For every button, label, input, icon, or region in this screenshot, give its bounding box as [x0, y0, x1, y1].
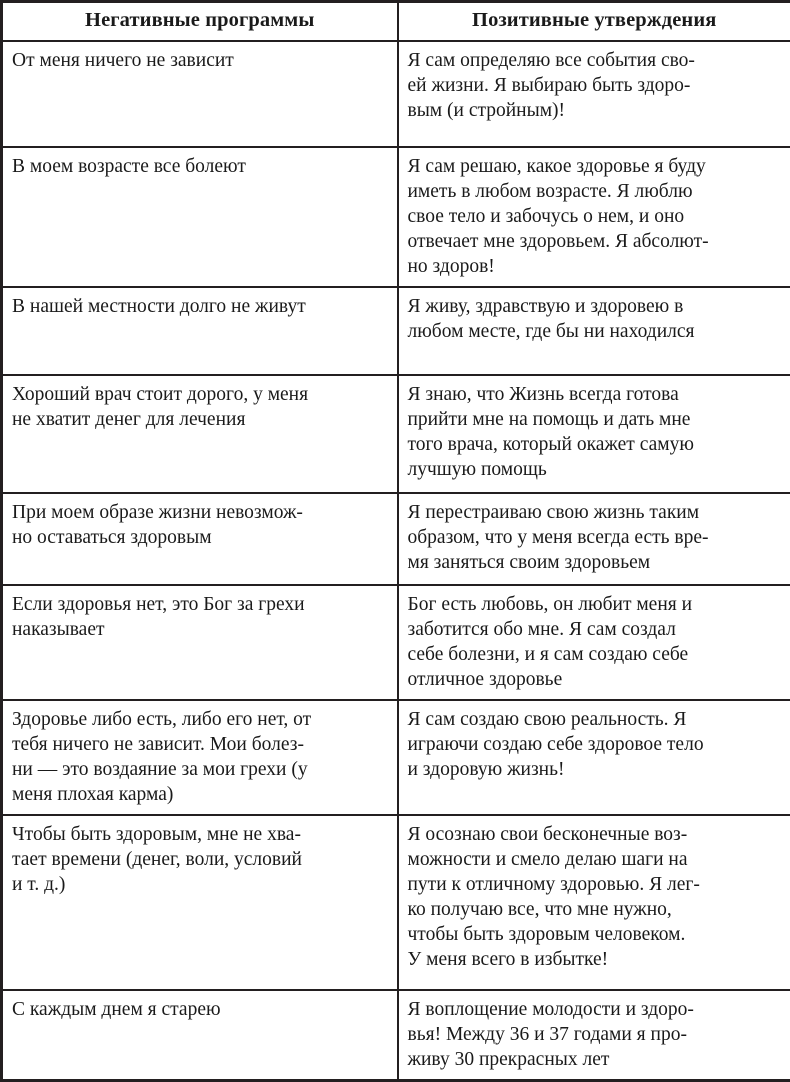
- positive-affirmation-cell: [398, 990, 790, 1081]
- text-line: С каждым днем я старею: [12, 999, 221, 1021]
- positive-affirmation-text: [408, 500, 782, 575]
- text-line: В моем возрасте все болеют: [12, 155, 246, 177]
- text-line: Бог есть любовь, он любит меня и: [407, 593, 693, 615]
- table-row: [2, 375, 790, 493]
- text-line: мя заняться своим здоровьем: [407, 551, 651, 573]
- text-line: Я знаю, что Жизнь всегда готова: [407, 383, 679, 405]
- table-header-row: [2, 2, 790, 41]
- positive-affirmation-text: [408, 822, 782, 972]
- negative-program-cell: [2, 147, 398, 287]
- text-line: У меня всего в избытке!: [407, 949, 609, 971]
- positive-affirmation-cell: [398, 585, 790, 700]
- table-row: [2, 585, 790, 700]
- positive-affirmation-text: [408, 707, 782, 782]
- text-line: не хватит денег для лечения: [12, 408, 246, 430]
- text-line: заботится обо мне. Я сам создал: [407, 618, 676, 640]
- text-line: Здоровье либо есть, либо его нет, от: [12, 708, 312, 730]
- table-body: [2, 41, 790, 1081]
- negative-program-text: [12, 592, 388, 642]
- column-header-negative-programs: Негативные программы: [2, 2, 398, 41]
- table-row: [2, 815, 790, 990]
- text-line: ей жизни. Я выбираю быть здоро-: [407, 74, 691, 96]
- text-line: свое тело и забочусь о нем, и оно: [407, 205, 685, 227]
- table-row: [2, 493, 790, 585]
- text-line: живу 30 прекрасных лет: [407, 1049, 610, 1071]
- text-line: тебя ничего не зависит. Мои болез-: [12, 734, 304, 756]
- table-row: [2, 147, 790, 287]
- text-line: можности и смело делаю шаги на: [407, 849, 688, 871]
- text-line: меня плохая карма): [12, 784, 174, 806]
- text-line: Хороший врач стоит дорого, у меня: [12, 383, 309, 405]
- negative-program-text: [12, 997, 388, 1022]
- text-line: При моем образе жизни невозмож-: [12, 501, 303, 523]
- text-line: иметь в любом возрасте. Я люблю: [407, 180, 693, 202]
- text-line: вья! Между 36 и 37 годами я про-: [407, 1024, 687, 1046]
- table-row: [2, 287, 790, 375]
- positive-affirmation-cell: [398, 41, 790, 147]
- text-line: Я живу, здравствую и здоровею в: [407, 295, 684, 317]
- positive-affirmation-cell: [398, 375, 790, 493]
- text-line: ни — это воздаяние за мои грехи (у: [12, 759, 308, 781]
- text-line: Я сам решаю, какое здоровье я буду: [407, 155, 706, 177]
- positive-affirmation-cell: [398, 493, 790, 585]
- negative-program-text: [12, 500, 388, 550]
- text-line: Я осознаю свои бесконечные воз-: [407, 824, 688, 846]
- negative-program-text: [12, 822, 388, 897]
- table-row: [2, 700, 790, 815]
- positive-affirmation-text: [408, 592, 782, 692]
- column-header-positive-affirmations: Позитивные утверждения: [398, 2, 790, 41]
- positive-affirmation-text: [408, 294, 782, 344]
- text-line: играючи создаю себе здоровое тело: [407, 734, 704, 756]
- positive-affirmation-text: [408, 997, 782, 1072]
- text-line: прийти мне на помощь и дать мне: [407, 408, 691, 430]
- text-line: любом месте, где бы ни находился: [407, 320, 695, 342]
- text-line: Чтобы быть здоровым, мне не хва-: [12, 824, 301, 846]
- text-line: тает времени (денег, воли, условий: [12, 849, 302, 871]
- text-line: Я сам определяю все события сво-: [407, 49, 695, 71]
- negative-program-cell: [2, 287, 398, 375]
- negative-program-cell: [2, 41, 398, 147]
- negative-program-text: [12, 707, 388, 807]
- positive-affirmation-cell: [398, 147, 790, 287]
- positive-affirmation-text: [408, 382, 782, 482]
- negative-program-cell: [2, 493, 398, 585]
- positive-affirmation-cell: [398, 700, 790, 815]
- text-line: того врача, который окажет самую: [407, 433, 694, 455]
- text-line: ко получаю все, что мне нужно,: [407, 899, 672, 921]
- table-header: [2, 2, 790, 41]
- positive-affirmation-text: [408, 154, 782, 279]
- text-line: Я воплощение молодости и здоро-: [407, 999, 694, 1021]
- negative-program-cell: [2, 700, 398, 815]
- text-line: пути к отличному здоровью. Я лег-: [407, 874, 700, 896]
- text-line: Я перестраиваю свою жизнь таким: [407, 501, 700, 523]
- negative-program-cell: [2, 990, 398, 1081]
- text-line: От меня ничего не зависит: [12, 49, 234, 71]
- positive-affirmation-cell: [398, 815, 790, 990]
- negative-program-text: [12, 154, 388, 179]
- negative-program-cell: [2, 815, 398, 990]
- table-row: [2, 990, 790, 1081]
- text-line: лучшую помощь: [407, 458, 547, 480]
- text-line: Если здоровья нет, это Бог за грехи: [12, 593, 305, 615]
- text-line: Я сам создаю свою реальность. Я: [407, 708, 687, 730]
- text-line: но оставаться здоровым: [12, 526, 212, 548]
- text-line: отвечает мне здоровьем. Я абсолют-: [407, 230, 709, 252]
- text-line: образом, что у меня всегда есть вре-: [407, 526, 709, 548]
- positive-affirmation-cell: [398, 287, 790, 375]
- negative-program-cell: [2, 375, 398, 493]
- text-line: чтобы быть здоровым человеком.: [407, 924, 686, 946]
- text-line: отличное здоровье: [407, 668, 563, 690]
- negative-program-text: [12, 48, 388, 73]
- negative-program-text: [12, 382, 388, 432]
- text-line: наказывает: [12, 618, 105, 640]
- text-line: но здоров!: [407, 255, 495, 277]
- positive-affirmation-text: [408, 48, 782, 123]
- text-line: В нашей местности долго не живут: [12, 295, 306, 317]
- text-line: и здоровую жизнь!: [407, 759, 565, 781]
- text-line: и т. д.): [12, 874, 66, 896]
- table-row: [2, 41, 790, 147]
- negative-program-text: [12, 294, 388, 319]
- text-line: вым (и стройным)!: [407, 99, 566, 121]
- text-line: себе болезни, и я сам создаю себе: [407, 643, 689, 665]
- negative-program-cell: [2, 585, 398, 700]
